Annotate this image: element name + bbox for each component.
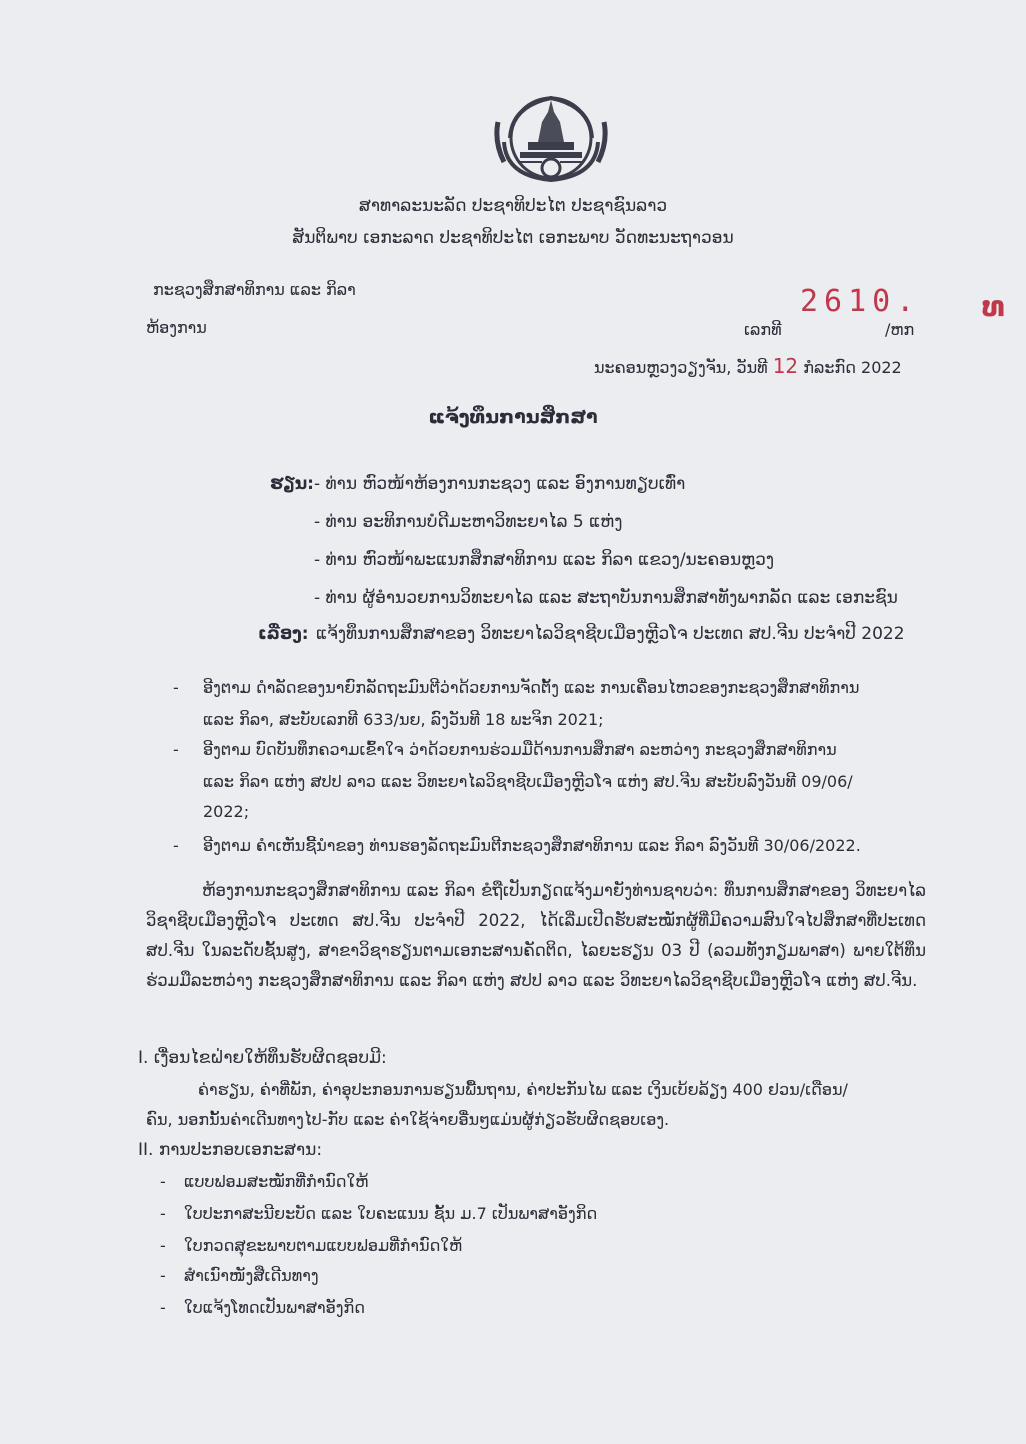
- reference-item-line: ອີງຕາມ ບົດບັນທຶກຄວາມເຂົ້າໃຈ ວ່າດ້ວຍການຮ່ວມມືດ້ານການສຶກສາ ລະຫວ່າງ ກະຊວງສຶກສາທິການ: [203, 740, 837, 759]
- reference-bullet: -: [173, 740, 179, 759]
- document-item: ໃບແຈ້ງໂທດເປັນພາສາອັງກິດ: [184, 1298, 365, 1317]
- country-name: ສາທາລະນະລັດ ປະຊາທິປະໄຕ ປະຊາຊົນລາວ: [358, 196, 668, 216]
- document-item: ໃບກວດສຸຂະພາບຕາມແບບຟອມທີ່ກຳນົດໃຫ້: [184, 1236, 463, 1255]
- reference-item-line: ແລະ ກິລາ, ສະບັບເລກທີ 633/ນຍ, ລົງວັນທີ 18 ພະຈິກ 2021;: [203, 710, 604, 729]
- section1-heading: I. ເງື່ອນໄຂຝ່າຍໃຫ້ທຶນຮັບຜິດຊອບມີ:: [138, 1048, 387, 1068]
- document-bullet: -: [160, 1204, 166, 1223]
- document-bullet: -: [160, 1298, 166, 1317]
- date-day-handwritten: 12: [772, 354, 799, 378]
- section1-line: ຄົນ, ນອກນັ້ນຄ່າເດີນທາງໄປ-ກັບ ແລະ ຄ່າໃຊ້ຈ່າຍອື່ນໆແມ່ນຜູ້ກ່ຽວຮັບຜິດຊອບເອງ.: [146, 1110, 670, 1129]
- document-item: ໃບປະກາສະນີຍະບັດ ແລະ ໃບຄະແນນ ຊັ້ນ ມ.7 ເປັນພາສາອັງກິດ: [184, 1204, 598, 1223]
- national-emblem: [490, 92, 612, 184]
- date-rest: ກໍລະກົດ 2022: [803, 358, 902, 377]
- reference-number-suffix: /ຫກ: [885, 320, 915, 339]
- document-bullet: -: [160, 1266, 166, 1285]
- recipient-item: - ທ່ານ ຫົວໜ້າພະແນກສຶກສາທິການ ແລະ ກິລາ ແຂວງ/ນະຄອນຫຼວງ: [314, 550, 775, 570]
- subject-label: ເລື່ອງ:: [258, 624, 309, 644]
- reference-item-line: 2022;: [203, 802, 250, 821]
- recipients-label: ຮຽນ:: [270, 474, 314, 494]
- document-item: ແບບຟອມສະໝັກທີ່ກຳນົດໃຫ້: [184, 1172, 369, 1191]
- reference-item-line: ແລະ ກິລາ ແຫ່ງ ສປປ ລາວ ແລະ ວິທະຍາໄລວິຊາຊີບເມືອງຫຼີວໂຈ ແຫ່ງ ສປ.ຈີນ ສະບັບລົງວັນທີ 09/06/: [203, 772, 853, 791]
- reference-bullet: -: [173, 678, 179, 697]
- section2-heading: II. ການປະກອບເອກະສານ:: [138, 1140, 323, 1160]
- national-motto: ສັນຕິພາບ ເອກະລາດ ປະຊາທິປະໄຕ ເອກະພາບ ວັດທະນະຖາວອນ: [292, 228, 734, 248]
- reference-number-label: ເລກທີ: [744, 320, 782, 339]
- reference-item-line: ອີງຕາມ ຄຳເຫັນຊີ້ນຳຂອງ ທ່ານຮອງລັດຖະມົນຕີກະຊວງສຶກສາທິການ ແລະ ກິລາ ລົງວັນທີ 30/06/2022.: [203, 836, 861, 855]
- reference-stamp-number: 2610.: [800, 284, 921, 319]
- section1-line: ຄ່າຮຽນ, ຄ່າທີ່ພັກ, ຄ່າອຸປະກອນການຮຽນພື້ນຖານ, ຄ່າປະກັນໄພ ແລະ ເງິນເບ້ຍລ້ຽງ 400 ຢວນ/ເດືອນ/: [198, 1080, 848, 1099]
- reference-item-line: ອີງຕາມ ດຳລັດຂອງນາຍົກລັດຖະມົນຕີວ່າດ້ວຍການຈັດຕັ້ງ ແລະ ການເຄື່ອນໄຫວຂອງກະຊວງສຶກສາທິການ: [203, 678, 860, 697]
- body-paragraph: ຫ້ອງການກະຊວງສຶກສາທິການ ແລະ ກິລາ ຂໍຖືເປັນກຽດແຈ້ງມາຍັງທ່ານຊາບວ່າ: ທຶນການສຶກສາຂອງ ວິທະຍາໄລວິຊາຊີບເມືອງຫຼີວໂຈ ປະເທດ ສປ.ຈີນ ປະຈຳປີ 2022, ໄດ້ເລີ່ມເປີດຮັບສະໝັກຜູ້ທີ່ມີຄວາມສົນໃຈໄປສຶກສາທີ່ປະເທດ ສປ.ຈີນ ໃນລະດັບຊັ້ນສູງ, ສາຂາວິຊາຮຽນຕາມເອກະສານຄັດຕິດ, ໄລຍະຮຽນ 03 ປີ (ລວມທັງກຽມພາສາ) ພາຍໃຕ້ທຶນຮ່ວມມືລະຫວ່າງ ກະຊວງສຶກສາທິການ ແລະ ກິລາ ແຫ່ງ ສປປ ລາວ ແລະ ວິທະຍາໄລວິຊາຊີບເມືອງຫຼີວໂຈ ແຫ່ງ ສປ.ຈີນ.: [146, 881, 926, 990]
- reference-stamp-suffix: ທ: [982, 290, 1005, 323]
- recipient-item: - ທ່ານ ອະທິການບໍດີມະຫາວິທະຍາໄລ 5 ແຫ່ງ: [314, 512, 623, 532]
- document-item: ສຳເນົາໜັງສືເດີນທາງ: [184, 1266, 319, 1285]
- recipient-item: - ທ່ານ ຫົວໜ້າຫ້ອງການກະຊວງ ແລະ ອົງການທຽບເທົ່າ: [314, 474, 686, 494]
- recipient-item: - ທ່ານ ຜູ້ອຳນວຍການວິທະຍາໄລ ແລະ ສະຖາບັນການສຶກສາທັງພາກລັດ ແລະ ເອກະຊົນ: [314, 588, 898, 608]
- document-bullet: -: [160, 1236, 166, 1255]
- document-bullet: -: [160, 1172, 166, 1191]
- document-title: ແຈ້ງທຶນການສຶກສາ: [428, 406, 598, 428]
- subject-text: ແຈ້ງທຶນການສຶກສາຂອງ ວິທະຍາໄລວິຊາຊີບເມືອງຫຼີວໂຈ ປະເທດ ສປ.ຈີນ ປະຈຳປີ 2022: [316, 624, 905, 644]
- reference-bullet: -: [173, 836, 179, 855]
- ministry-name: ກະຊວງສຶກສາທິການ ແລະ ກິລາ: [153, 280, 356, 299]
- date-prefix: ນະຄອນຫຼວງວຽງຈັນ, ວັນທີ: [594, 358, 768, 377]
- date-line: [594, 354, 902, 378]
- office-name: ຫ້ອງການ: [146, 318, 207, 337]
